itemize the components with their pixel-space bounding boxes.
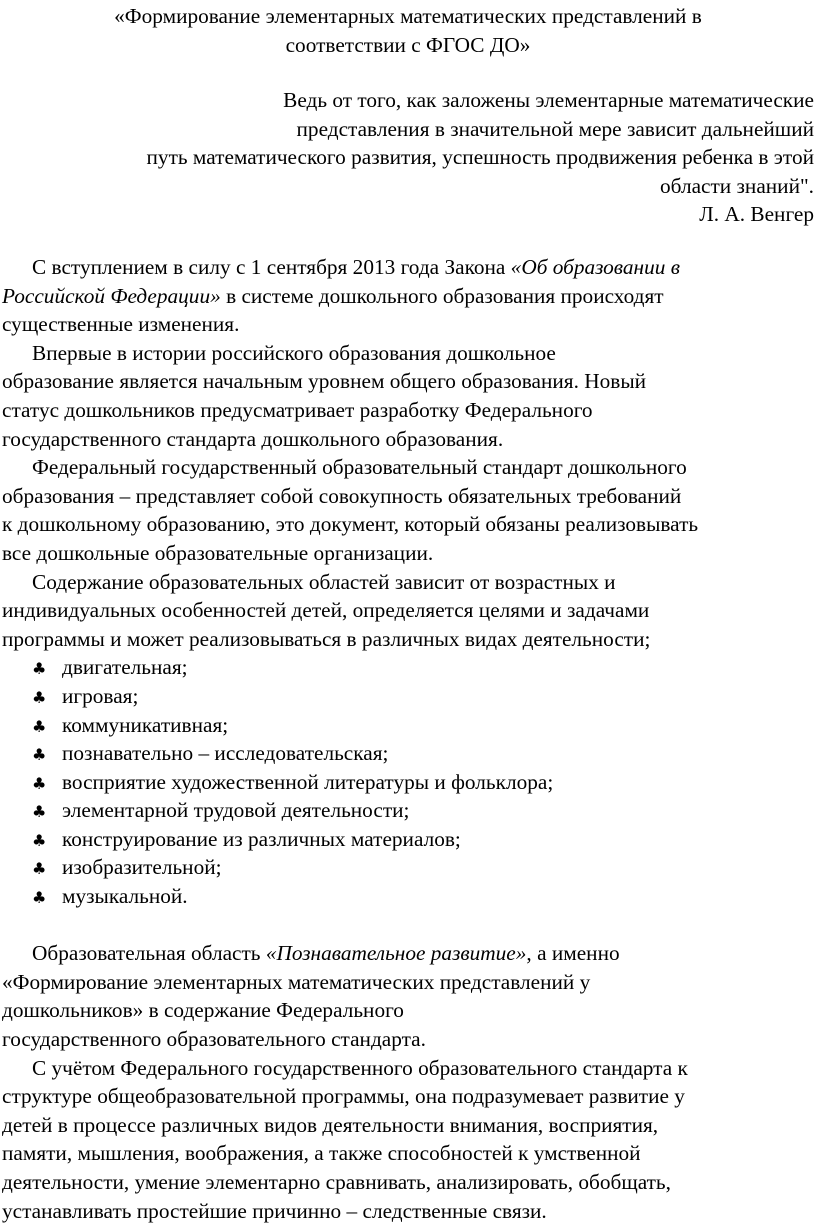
paragraph-line: образование является начальным уровнем общего образования. Новый <box>2 369 647 394</box>
paragraph-line <box>2 939 814 968</box>
text-span: Образовательная область <box>32 941 266 966</box>
list-item-label: музыкальной. <box>62 884 188 909</box>
paragraph-line: структуре общеобразовательной программы, она подразумевает развитие у <box>2 1084 685 1109</box>
paragraph-development <box>2 1054 814 1225</box>
list-item <box>2 653 814 682</box>
club-suit-icon: ♣ <box>32 659 47 679</box>
area-name-italic: «Познавательное развитие» <box>265 941 527 966</box>
list-item-label: двигательная; <box>62 655 188 680</box>
text-span: в системе дошкольного образования происходят <box>220 283 664 308</box>
paragraph-line: детей в процессе различных видов деятельности внимания, восприятия, <box>2 1112 659 1137</box>
text-span: , а именно <box>526 941 620 966</box>
club-suit-icon: ♣ <box>32 888 47 908</box>
paragraph-line: С учётом Федерального государственного образовательного стандарта к <box>32 1055 688 1080</box>
paragraph-line: дошкольников» в содержание Федерального <box>2 998 404 1023</box>
list-item-label: изобразительной; <box>62 855 222 880</box>
epigraph-line: путь математического развития, успешность продвижения ребенка в этой <box>146 145 814 170</box>
paragraph-line: государственного стандарта дошкольного образования. <box>2 426 504 451</box>
law-title-italic: «Об образовании в <box>510 255 680 279</box>
list-item <box>2 711 814 740</box>
paragraph-line: образования – представляет собой совокупность обязательных требований <box>2 483 682 508</box>
paragraph-line: устанавливать простейшие причинно – следственные связи. <box>2 1198 547 1223</box>
list-item <box>2 796 814 825</box>
list-item <box>2 825 814 854</box>
list-item <box>2 882 814 911</box>
paragraph-line <box>2 253 814 282</box>
title-line: соответствии с ФГОС ДО» <box>285 32 531 57</box>
list-item-label: конструирование из различных материалов; <box>62 826 461 851</box>
list-item-label: игровая; <box>62 683 139 708</box>
paragraph-line: памяти, мышления, воображения, а также способностей к умственной <box>2 1141 641 1166</box>
club-suit-icon: ♣ <box>32 830 47 850</box>
blank-line <box>2 911 814 940</box>
epigraph <box>24 86 814 229</box>
epigraph-line: Ведь от того, как заложены элементарные математические <box>283 88 814 112</box>
paragraph-line: Федеральный государственный образовательный стандарт дошкольного <box>32 455 687 480</box>
paragraph-line: индивидуальных особенностей детей, определяется целями и задачами <box>2 598 650 623</box>
paragraph-line: государственного образовательного стандарта. <box>2 1027 426 1052</box>
list-item <box>2 682 814 711</box>
title-line: «Формирование элементарных математических представлений в <box>114 4 702 28</box>
club-suit-icon: ♣ <box>32 716 47 736</box>
paragraph-line: Содержание образовательных областей зависит от возрастных и <box>32 569 616 594</box>
list-item-label: коммуникативная; <box>62 712 229 737</box>
paragraph-line: программы и может реализовываться в различных видах деятельности; <box>2 626 651 651</box>
law-title-italic: Российской Федерации» <box>2 283 221 308</box>
club-suit-icon: ♣ <box>32 859 47 879</box>
club-suit-icon: ♣ <box>32 773 47 793</box>
list-item <box>2 739 814 768</box>
epigraph-author: Л. А. Венгер <box>699 202 814 227</box>
document-title <box>0 2 816 59</box>
list-item-label: элементарной трудовой деятельности; <box>62 798 410 823</box>
list-item-label: восприятие художественной литературы и фольклора; <box>62 769 554 794</box>
text-span: С вступлением в силу с 1 сентября 2013 года Закона <box>32 255 511 279</box>
epigraph-line: представления в значительной мере зависит дальнейший <box>296 116 814 141</box>
paragraph-line <box>2 282 814 311</box>
paragraph-line: все дошкольные образовательные организации. <box>2 540 434 565</box>
document-body <box>2 253 814 1225</box>
club-suit-icon: ♣ <box>32 802 47 822</box>
paragraph-content <box>2 568 814 654</box>
paragraph-line: деятельности, умение элементарно сравнивать, анализировать, обобщать, <box>2 1170 671 1194</box>
club-suit-icon: ♣ <box>32 745 47 765</box>
list-item-label: познавательно – исследовательская; <box>62 741 389 766</box>
paragraph-cognitive <box>2 939 814 1053</box>
paragraph-line: статус дошкольников предусматривает разработку Федерального <box>2 397 593 422</box>
activities-list <box>2 653 814 910</box>
paragraph-line: «Формирование элементарных математических представлений у <box>2 969 591 994</box>
paragraph-line: Впервые в истории российского образования дошкольное <box>32 340 556 365</box>
paragraph-standard <box>2 453 814 567</box>
paragraph-line: существенные изменения. <box>2 312 240 337</box>
epigraph-line: области знаний". <box>660 173 814 198</box>
list-item <box>2 853 814 882</box>
paragraph-history <box>2 339 814 453</box>
club-suit-icon: ♣ <box>32 687 47 707</box>
paragraph-law <box>2 253 814 339</box>
list-item <box>2 768 814 797</box>
paragraph-line: к дошкольному образованию, это документ, который обязаны реализовывать <box>2 512 699 537</box>
